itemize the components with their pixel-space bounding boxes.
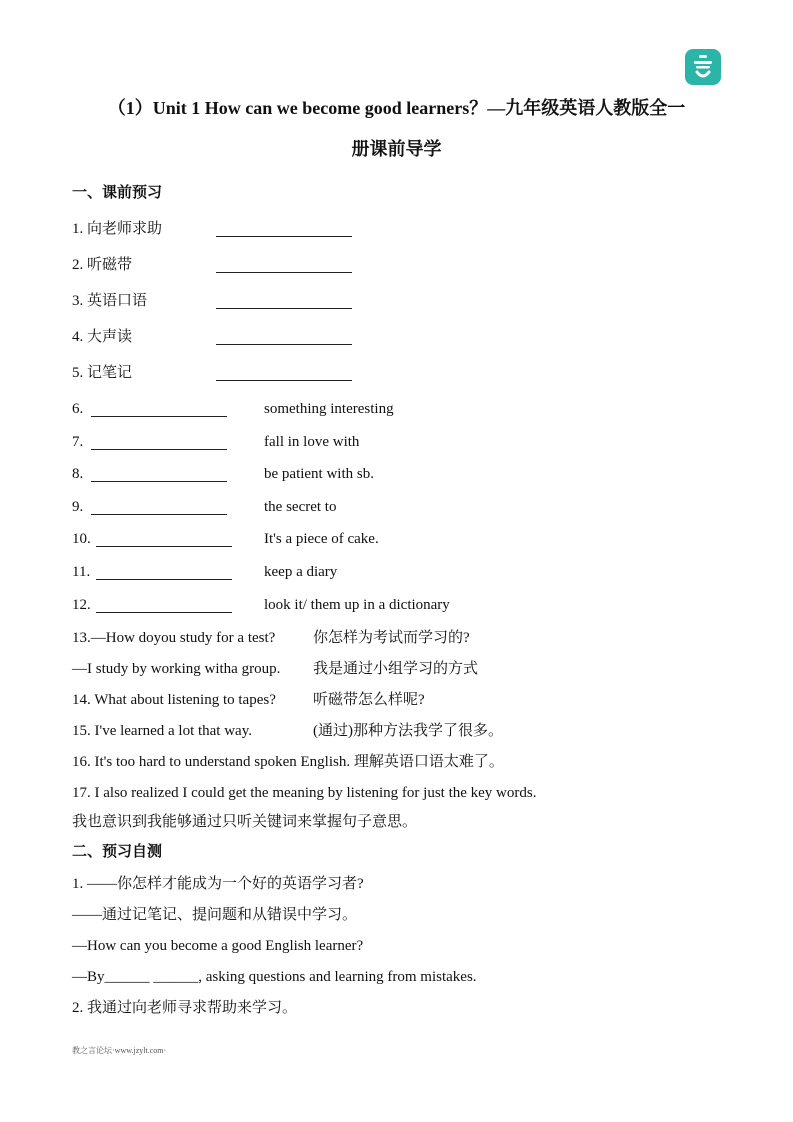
answer-blank[interactable] [96,579,232,580]
vocab-item-label: 5. 记笔记 [72,365,133,381]
answer-blank[interactable] [96,612,232,613]
brand-logo-icon [685,49,721,85]
vocab-item-label: 4. 大声读 [72,329,133,345]
exercise-line: 2. 我通过向老师寻求帮助来学习。 [72,1000,298,1016]
phrase-number: 12. [72,596,91,613]
vocab-item-label: 1. 向老师求助 [72,221,163,237]
exercise-line: ——通过记笔记、提问题和从错误中学习。 [72,907,358,923]
answer-blank[interactable] [91,449,227,450]
phrase-text: look it/ them up in a dictionary [264,596,450,613]
doc-title-line2: 册课前导学 [351,139,442,159]
doc-title-line1: （1）Unit 1 How can we become good learners？—九年级英语人教版全一 [107,98,686,118]
answer-blank[interactable] [216,308,352,309]
phrase-text: be patient with sb. [264,466,374,483]
sentence-chinese: 听磁带怎么样呢? [313,692,425,708]
sentence-english: 14. What about listening to tapes? [72,692,276,708]
sentence-chinese: 你怎样为考试而学习的? [313,630,470,646]
phrase-number: 10. [72,531,91,548]
phrase-number: 11. [72,564,91,580]
answer-blank[interactable] [91,416,227,417]
answer-blank[interactable] [96,546,232,547]
answer-blank[interactable] [216,236,352,237]
answer-blank[interactable] [216,344,352,345]
sentence-16: 16. It's too hard to understand spoken English. 理解英语口语太难了。 [72,754,504,770]
answer-blank[interactable] [216,272,352,273]
sentence-17: 17. I also realized I could get the meaning by listening for just the key words. [72,785,537,801]
vocab-item-label: 3. 英语口语 [72,293,148,309]
phrase-number: 7. [72,433,84,450]
sentence-english: 15. I've learned a lot that way. [72,723,252,739]
exercise-line: 1. ——你怎样才能成为一个好的英语学习者? [72,876,364,892]
vocab-item-label: 2. 听磁带 [72,257,133,273]
phrase-text: It's a piece of cake. [264,531,379,548]
sentence-english: 13.—How doyou study for a test? [72,630,276,646]
phrase-number: 9. [72,498,84,515]
phrase-text: the secret to [264,498,337,515]
phrase-text: something interesting [264,401,394,417]
sentence-chinese: (通过)那种方法我学了很多。 [313,723,503,739]
phrase-number: 6. [72,401,84,417]
footer-text: 教之言论坛·www.jzylt.com· [72,1046,167,1055]
sentence-chinese: 我是通过小组学习的方式 [313,661,479,677]
sentence-english: —I study by working witha group. [72,661,281,677]
phrase-text: keep a diary [264,564,338,580]
exercise-line: —How can you become a good English learner? [72,938,364,954]
answer-blank[interactable] [216,380,352,381]
answer-blank[interactable] [91,481,227,482]
sentence-17-translation: 我也意识到我能够通过只听关键词来掌握句子意思。 [72,814,418,830]
exercise-line: —By______ ______, asking questions and learning from mistakes. [72,969,477,985]
answer-blank[interactable] [91,514,227,515]
phrase-number: 8. [72,466,84,483]
section2-heading: 二、预习自测 [72,844,163,860]
phrase-text: fall in love with [264,433,360,450]
section1-heading: 一、课前预习 [72,185,163,201]
